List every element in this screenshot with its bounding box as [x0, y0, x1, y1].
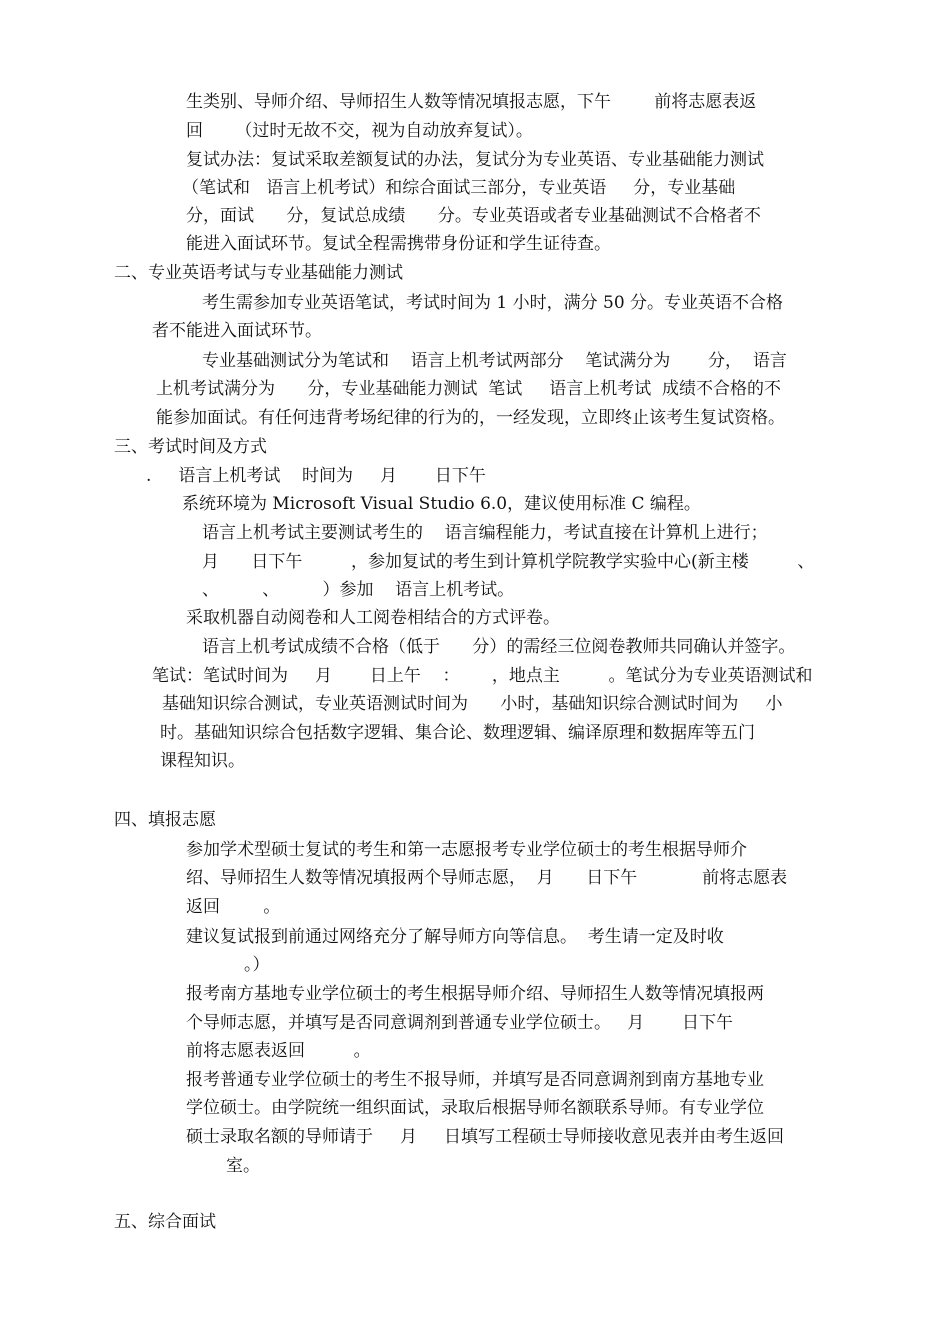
text-line: 采取机器自动阅卷和人工阅卷相结合的方式评卷。: [186, 608, 560, 628]
text-line: 返回 。: [186, 897, 281, 917]
text-line: 能参加面试。有任何违背考场纪律的行为的，一经发现，立即终止该考生复试资格。: [156, 408, 785, 428]
text-line: 前将志愿表返回 。: [186, 1041, 371, 1061]
text-line: 、 、 ）参加 语言上机考试。: [202, 580, 515, 600]
text-line: 参加学术型硕士复试的考生和第一志愿报考专业学位硕士的考生根据导师介: [186, 840, 747, 860]
text-line: （笔试和 语言上机考试）和综合面试三部分，专业英语 分，专业基础: [182, 178, 736, 198]
text-line: 。）: [244, 955, 270, 975]
text-line: 生类别、导师介绍、导师招生人数等情况填报志愿，下午 前将志愿表返: [186, 92, 757, 112]
text-line: 语言上机考试成绩不合格（低于 分）的需经三位阅卷教师共同确认并签字。: [202, 637, 796, 657]
text-line: 笔试：笔试时间为 月 日上午 ： ，地点主 。笔试分为专业英语测试和: [152, 666, 813, 686]
text-line: 分，面试 分，复试总成绩 分。专业英语或者专业基础测试不合格者不: [186, 206, 761, 226]
text-line: 语言上机考试主要测试考生的 语言编程能力，考试直接在计算机上进行；: [202, 523, 768, 543]
section-heading-2: 二、专业英语考试与专业基础能力测试: [114, 263, 403, 283]
text-line: 能进入面试环节。复试全程需携带身份证和学生证待查。: [186, 234, 611, 254]
text-line: 学位硕士。由学院统一组织面试，录取后根据导师名额联系导师。有专业学位: [186, 1098, 764, 1118]
text-line: 者不能进入面试环节。: [152, 321, 322, 341]
text-line: 上机考试满分为 分，专业基础能力测试 笔试 语言上机考试 成绩不合格的不: [156, 379, 782, 399]
text-line: 建议复试报到前通过网络充分了解导师方向等信息。 考生请一定及时收: [186, 927, 724, 947]
text-line: 报考南方基地专业学位硕士的考生根据导师介绍、导师招生人数等情况填报两: [186, 984, 764, 1004]
text-line: 绍、导师招生人数等情况填报两个导师志愿， 月 日下午 前将志愿表: [186, 868, 788, 888]
text-line: 基础知识综合测试，专业英语测试时间为 小时，基础知识综合测试时间为 小: [162, 694, 783, 714]
text-line: 硕士录取名额的导师请于 月 日填写工程硕士导师接收意见表并由考生返回: [186, 1127, 785, 1147]
section-heading-5: 五、综合面试: [114, 1212, 216, 1232]
text-line: 时。基础知识综合包括数字逻辑、集合论、数理逻辑、编译原理和数据库等五门: [160, 723, 755, 743]
text-line: 月 日下午 ，参加复试的考生到计算机学院教学实验中心(新主楼 、: [202, 552, 815, 572]
text-line: . 语言上机考试 时间为 月 日下午: [146, 466, 486, 486]
text-line: 回 （过时无故不交，视为自动放弃复试）。: [186, 121, 533, 141]
text-line: 课程知识。: [160, 751, 245, 771]
section-heading-3: 三、考试时间及方式: [114, 437, 267, 457]
text-line: 报考普通专业学位硕士的考生不报导师，并填写是否同意调剂到南方基地专业: [186, 1070, 764, 1090]
text-line: 专业基础测试分为笔试和 语言上机考试两部分 笔试满分为 分， 语言: [202, 351, 787, 371]
text-line: 复试办法：复试采取差额复试的办法，复试分为专业英语、专业基础能力测试: [186, 150, 764, 170]
text-line: 个导师志愿，并填写是否同意调剂到普通专业学位硕士。 月 日下午: [186, 1013, 734, 1033]
text-line: 室。: [226, 1156, 260, 1176]
text-line: 系统环境为 Microsoft Visual Studio 6.0，建议使用标准 C 编程。: [182, 494, 701, 514]
text-line: 考生需参加专业英语笔试，考试时间为 1 小时，满分 50 分。专业英语不合格: [202, 293, 784, 313]
section-heading-4: 四、填报志愿: [114, 810, 216, 830]
